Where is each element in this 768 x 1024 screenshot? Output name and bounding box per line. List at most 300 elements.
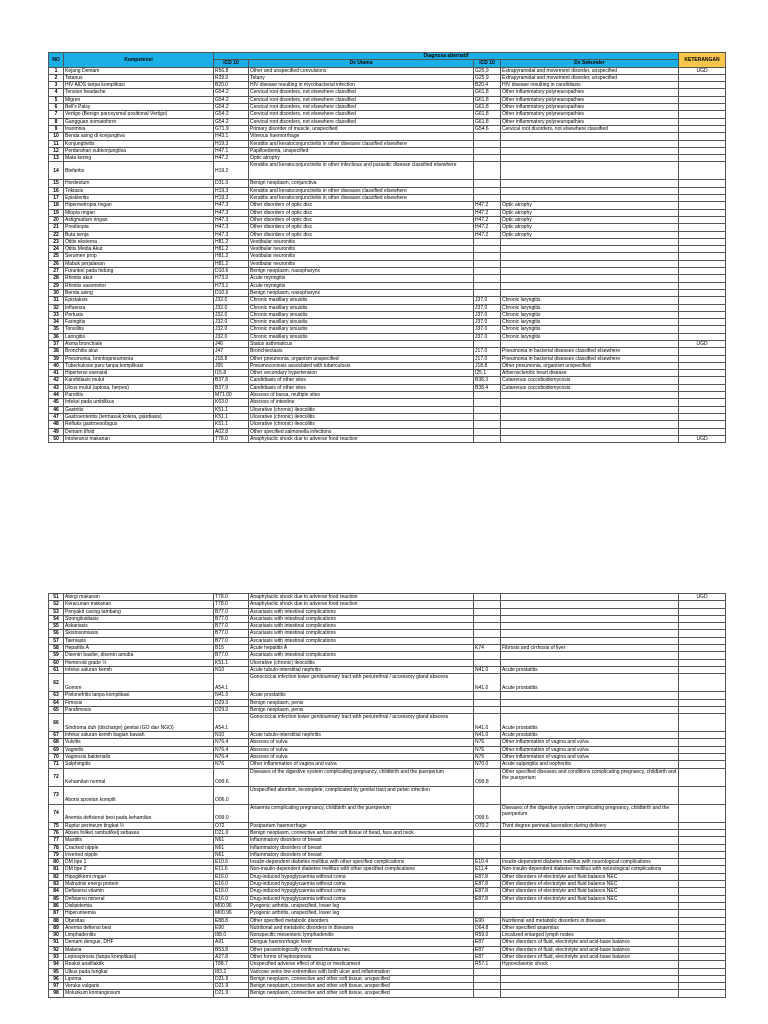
row-icd10-utama: K63.0	[214, 399, 249, 406]
row-keterangan	[679, 155, 726, 162]
row-icd10-utama: G54.2	[214, 89, 249, 96]
row-dx-utama: Dengue haemorrhagic fever	[249, 939, 474, 946]
row-icd10-utama: H47.3	[214, 216, 249, 223]
row-keterangan	[679, 421, 726, 428]
row-kompetensi: Defisiensi mineral	[64, 895, 214, 902]
row-icd10-utama: T78.0	[214, 435, 249, 442]
row-keterangan	[679, 822, 726, 829]
row-dx-sekunder	[501, 253, 679, 260]
row-icd10-sekunder	[474, 837, 501, 844]
table-row	[49, 147, 726, 154]
row-kompetensi: Anemia defisiensi besi pada kehamilan	[64, 804, 214, 822]
table-row	[49, 202, 726, 209]
row-dx-sekunder: Pneumonia in bacterial diseases classified elsewhere	[501, 355, 679, 362]
row-icd10-sekunder: H47.2	[474, 202, 501, 209]
row-dx-sekunder	[501, 851, 679, 858]
row-no: 72	[49, 768, 64, 786]
table-row	[49, 406, 726, 413]
row-kompetensi: Faringitis	[64, 319, 214, 326]
row-keterangan	[679, 975, 726, 982]
row-dx-utama: Insulin-dependent diabetes mellitus with other specified complications	[249, 859, 474, 866]
row-keterangan	[679, 231, 726, 238]
row-kompetensi: Presbiopia	[64, 224, 214, 231]
row-dx-sekunder: Acute salpingitis and oophoritis	[501, 761, 679, 768]
row-icd10-sekunder	[474, 140, 501, 147]
row-dx-sekunder: Other disorders of fluid, electrolyte and acid-base balance	[501, 953, 679, 960]
row-keterangan	[679, 289, 726, 296]
table-row	[49, 111, 726, 118]
row-dx-utama: Chronic maxillary sinusitis	[249, 326, 474, 333]
row-dx-utama: Benign neoplasm, penis	[249, 706, 474, 713]
row-no: 68	[49, 739, 64, 746]
row-dx-sekunder: Other inflammatory polyneuropathies	[501, 118, 679, 125]
row-keterangan	[679, 392, 726, 399]
row-keterangan	[679, 74, 726, 81]
row-dx-sekunder	[501, 268, 679, 275]
row-icd10-utama: B77.0	[214, 637, 249, 644]
row-no: 17	[49, 195, 64, 202]
row-dx-sekunder: Other inflammation of vagina and vulva	[501, 739, 679, 746]
row-dx-sekunder: Acute prostatitis	[501, 732, 679, 739]
row-icd10-utama: I83.2	[214, 968, 249, 975]
header-icd10-sekunder: ICD 10	[474, 60, 501, 67]
row-kompetensi: Hipertensi esensial	[64, 370, 214, 377]
row-dx-utama: Non-insulin-dependent diabetes mellitus with other specified complications	[249, 866, 474, 873]
row-keterangan	[679, 873, 726, 880]
row-icd10-sekunder	[474, 260, 501, 267]
header-keterangan: KETERANGAN	[679, 53, 726, 68]
row-icd10-sekunder	[474, 623, 501, 630]
row-no: 3	[49, 82, 64, 89]
row-dx-utama: Benign neoplasm, connective and other soft tissue of head, face and neck	[249, 829, 474, 836]
row-no: 65	[49, 706, 64, 713]
row-keterangan	[679, 946, 726, 953]
table-row	[49, 608, 726, 615]
row-kompetensi: Vertigo (Benign paroxysmal positional Vertigo)	[64, 111, 214, 118]
row-icd10-sekunder	[474, 692, 501, 699]
table-row	[49, 377, 726, 384]
row-icd10-utama: N76.4	[214, 746, 249, 753]
row-dx-sekunder	[501, 260, 679, 267]
row-dx-utama: Keratitis and keratoconjunctivitis in other diseases classified elsewhere	[249, 195, 474, 202]
row-icd10-utama: J32.0	[214, 326, 249, 333]
row-icd10-sekunder: J17.0	[474, 355, 501, 362]
row-keterangan	[679, 82, 726, 89]
row-dx-sekunder: Other disorders of fluid, electrolyte and acid-base balance	[501, 939, 679, 946]
row-no: 18	[49, 202, 64, 209]
row-keterangan	[679, 187, 726, 194]
row-dx-utama: Postpartum haemorrhage	[249, 822, 474, 829]
row-dx-sekunder	[501, 630, 679, 637]
row-dx-utama: Gonococcal infection lower genitourinary tract with periurethral / accessory gland abscess	[249, 674, 474, 692]
row-kompetensi: Moluskum kontangiosum	[64, 990, 214, 997]
table-row	[49, 362, 726, 369]
header-no: NO	[49, 53, 64, 68]
row-keterangan	[679, 96, 726, 103]
row-dx-utama: Acute myringitis	[249, 282, 474, 289]
row-kompetensi: Aborsi spontan komplit	[64, 786, 214, 804]
row-icd10-sekunder	[474, 238, 501, 245]
row-kompetensi: Benda asing	[64, 289, 214, 296]
table-row	[49, 268, 726, 275]
row-icd10-utama: N10	[214, 732, 249, 739]
row-icd10-utama: H81.2	[214, 253, 249, 260]
row-dx-sekunder: Diseases of the digestive system complicating pregnancy, childbirth and the puerperium	[501, 804, 679, 822]
row-kompetensi: Keracunan makanan	[64, 601, 214, 608]
header-diagnosa-alternatif: Diagnosa alternatif	[214, 53, 679, 60]
table-row	[49, 939, 726, 946]
row-dx-sekunder: Chronic laryngitis	[501, 304, 679, 311]
row-icd10-utama: K51.1	[214, 421, 249, 428]
row-dx-utama: Anaemia complicating pregnancy, childbirth and the puerperium	[249, 804, 474, 822]
row-keterangan	[679, 637, 726, 644]
row-dx-utama: Cervical root disorders, not elsewhere classified	[249, 89, 474, 96]
row-dx-sekunder: Other disorders of electrolyte and fluid balance NEC	[501, 881, 679, 888]
row-dx-sekunder: Acute prostatitis	[501, 674, 679, 692]
table-row	[49, 326, 726, 333]
row-dx-sekunder	[501, 608, 679, 615]
row-dx-utama: Other pneumonia, organism unspecified	[249, 355, 474, 362]
row-no: 12	[49, 147, 64, 154]
row-dx-sekunder	[501, 180, 679, 187]
row-dx-sekunder: Insulin-dependent diabetes mellitus with neurological complications	[501, 859, 679, 866]
row-dx-utama: Status asthmaticus	[249, 340, 474, 347]
row-kompetensi: Trikiasis	[64, 187, 214, 194]
row-dx-sekunder: Chronic laryngitis	[501, 333, 679, 340]
row-icd10-sekunder: E87	[474, 953, 501, 960]
row-keterangan	[679, 608, 726, 615]
table-row	[49, 224, 726, 231]
row-icd10-utama: D29.0	[214, 699, 249, 706]
row-dx-utama: Drug-induced hypoglycaemia without coma	[249, 888, 474, 895]
row-icd10-sekunder: K74	[474, 645, 501, 652]
row-dx-utama: Cervical root disorders, not elsewhere classified	[249, 104, 474, 111]
row-icd10-utama: H73.1	[214, 282, 249, 289]
row-no: 88	[49, 917, 64, 924]
table-row	[49, 637, 726, 644]
table-row	[49, 155, 726, 162]
row-no: 54	[49, 615, 64, 622]
row-no: 95	[49, 968, 64, 975]
table-row	[49, 67, 726, 74]
row-kompetensi: Gastroenteritis (termasuk kolera, giardiasis)	[64, 413, 214, 420]
row-keterangan	[679, 333, 726, 340]
row-keterangan	[679, 246, 726, 253]
row-dx-sekunder	[501, 837, 679, 844]
row-dx-sekunder: Chronic laryngitis	[501, 319, 679, 326]
table-row	[49, 428, 726, 435]
row-dx-utama: Other disorders of optic disc	[249, 202, 474, 209]
table-row	[49, 340, 726, 347]
table-row	[49, 983, 726, 990]
row-icd10-sekunder: E87	[474, 946, 501, 953]
row-kompetensi: Anemia defiensi besi	[64, 924, 214, 931]
row-no: 20	[49, 216, 64, 223]
row-dx-sekunder	[501, 692, 679, 699]
table-row	[49, 652, 726, 659]
row-no: 71	[49, 761, 64, 768]
row-icd10-sekunder	[474, 615, 501, 622]
row-no: 91	[49, 939, 64, 946]
row-icd10-utama: O99.0	[214, 804, 249, 822]
row-icd10-sekunder: E87	[474, 939, 501, 946]
row-dx-sekunder	[501, 421, 679, 428]
row-keterangan	[679, 983, 726, 990]
row-dx-utama: Other inflammation of vagina and vulva	[249, 761, 474, 768]
row-kompetensi: Vaginitis	[64, 746, 214, 753]
row-dx-utama: Other specified metabolic disorders	[249, 917, 474, 924]
row-dx-sekunder	[501, 699, 679, 706]
table-row	[49, 754, 726, 761]
table-body-2	[49, 594, 726, 998]
row-kompetensi: Hipermetropia ringan	[64, 202, 214, 209]
row-dx-utama: Vestibular neuronitis	[249, 253, 474, 260]
row-no: 80	[49, 859, 64, 866]
row-kompetensi: Hordeolum	[64, 180, 214, 187]
row-icd10-utama: E16.0	[214, 888, 249, 895]
row-dx-utama: Chronic maxillary sinusitis	[249, 311, 474, 318]
row-icd10-sekunder: N41.0	[474, 666, 501, 673]
row-kompetensi: HIV AIDS tanpa komplikasi	[64, 82, 214, 89]
row-icd10-utama: H47.3	[214, 202, 249, 209]
row-icd10-sekunder: O99.6	[474, 804, 501, 822]
row-dx-sekunder	[501, 706, 679, 713]
table-row	[49, 421, 726, 428]
row-keterangan	[679, 362, 726, 369]
row-no: 5	[49, 96, 64, 103]
row-dx-sekunder	[501, 983, 679, 990]
row-icd10-sekunder: O70.2	[474, 822, 501, 829]
row-dx-sekunder	[501, 238, 679, 245]
row-kompetensi: Serumen prop	[64, 253, 214, 260]
row-kompetensi: Pneumonia, bronkopneumonia	[64, 355, 214, 362]
row-dx-utama: Other forms of leptospirosis	[249, 953, 474, 960]
row-dx-sekunder: Other disorders of fluid, electrolyte and acid-base balance	[501, 946, 679, 953]
row-dx-sekunder: Optic atrophy	[501, 202, 679, 209]
row-no: 51	[49, 594, 64, 601]
row-kompetensi: Veruka vulgaris	[64, 983, 214, 990]
row-no: 6	[49, 104, 64, 111]
table-row	[49, 140, 726, 147]
row-dx-utama: Benign neoplasm, connective and other soft tissue, unspecified	[249, 983, 474, 990]
row-kompetensi: Askariasis	[64, 623, 214, 630]
table-row	[49, 659, 726, 666]
row-dx-utama: Varicose veins low extremities with both ulcer and inflammation	[249, 968, 474, 975]
table-row	[49, 623, 726, 630]
row-no: 69	[49, 746, 64, 753]
row-dx-utama: Anaphylactic shock due to adverse food reaction	[249, 601, 474, 608]
table-row	[49, 231, 726, 238]
row-kompetensi: Benda asing di konjungtiva	[64, 133, 214, 140]
table-row	[49, 162, 726, 180]
table-row	[49, 209, 726, 216]
row-icd10-utama: J46	[214, 340, 249, 347]
row-dx-sekunder: Localized enlarged lymph nodes	[501, 932, 679, 939]
row-icd10-utama: R29.0	[214, 74, 249, 81]
table-row	[49, 768, 726, 786]
row-no: 7	[49, 111, 64, 118]
row-dx-sekunder: Optic atrophy	[501, 224, 679, 231]
row-keterangan	[679, 238, 726, 245]
row-dx-sekunder	[501, 786, 679, 804]
row-no: 16	[49, 187, 64, 194]
row-icd10-sekunder: H47.2	[474, 216, 501, 223]
row-kompetensi: Malnutrisi energi protein	[64, 881, 214, 888]
row-kompetensi: Ulcus mulut (aptosa, herpes)	[64, 384, 214, 391]
row-dx-utama: Drug-induced hypoglycaemia without coma	[249, 881, 474, 888]
row-keterangan: UGD	[679, 435, 726, 442]
row-kompetensi: Parotitis	[64, 392, 214, 399]
table-row	[49, 435, 726, 442]
row-dx-utama: Cervical root disorders, not elsewhere classified	[249, 111, 474, 118]
row-icd10-sekunder: E87.8	[474, 881, 501, 888]
row-icd10-utama: D21.9	[214, 983, 249, 990]
row-dx-utama: Other disorders of optic disc	[249, 209, 474, 216]
row-no: 93	[49, 953, 64, 960]
row-dx-utama: Acute hepatitis A	[249, 645, 474, 652]
row-dx-utama: Pyogenic arthritis, unspecified, lower leg	[249, 902, 474, 909]
table-row	[49, 238, 726, 245]
row-kompetensi: Lipoma	[64, 975, 214, 982]
row-dx-sekunder: Other inflammatory polyneuropathies	[501, 96, 679, 103]
row-no: 67	[49, 732, 64, 739]
row-dx-utama: Bronchiectasis	[249, 348, 474, 355]
table-row	[49, 859, 726, 866]
row-kompetensi: Asma bronchiale	[64, 340, 214, 347]
row-icd10-sekunder: E87.8	[474, 873, 501, 880]
row-icd10-sekunder	[474, 829, 501, 836]
row-icd10-sekunder: G54.6	[474, 125, 501, 132]
table-row	[49, 246, 726, 253]
row-keterangan	[679, 89, 726, 96]
table-row	[49, 932, 726, 939]
row-icd10-sekunder: I25.1	[474, 370, 501, 377]
row-icd10-sekunder: E11.4	[474, 866, 501, 873]
table-row	[49, 888, 726, 895]
row-dx-utama: Unspecified abortion, incomplete, complicated by genital tract and pelvic infection	[249, 786, 474, 804]
row-icd10-sekunder	[474, 630, 501, 637]
table-row	[49, 714, 726, 732]
row-no: 43	[49, 384, 64, 391]
row-kompetensi: Bell's Palsy	[64, 104, 214, 111]
row-icd10-sekunder: B38.4	[474, 384, 501, 391]
row-no: 62	[49, 674, 64, 692]
row-kompetensi: Inverted nipple	[64, 851, 214, 858]
row-dx-sekunder: Pneumonia in bacterial diseases classified elsewhere	[501, 348, 679, 355]
row-dx-utama: Keratitis and keratoconjunctivitis in other diseases classified elsewhere	[249, 140, 474, 147]
row-dx-utama: Ascariasis with intestinal complications	[249, 615, 474, 622]
row-no: 83	[49, 881, 64, 888]
row-dx-sekunder: Other specified anaemias	[501, 924, 679, 931]
row-kompetensi: Tonsilitis	[64, 326, 214, 333]
row-dx-sekunder: Fibrosis and cirrhosis of liver	[501, 645, 679, 652]
row-no: 63	[49, 692, 64, 699]
row-dx-sekunder	[501, 399, 679, 406]
row-no: 90	[49, 932, 64, 939]
table-row	[49, 975, 726, 982]
row-no: 78	[49, 844, 64, 851]
row-dx-utama: Nonspecific mesenteric lymphadenitis	[249, 932, 474, 939]
table-row	[49, 333, 726, 340]
row-icd10-sekunder: N41.0	[474, 674, 501, 692]
row-icd10-utama: H47.3	[214, 209, 249, 216]
row-icd10-sekunder: E87.8	[474, 895, 501, 902]
row-kompetensi: Infeksi pada umbilikus	[64, 399, 214, 406]
table-row	[49, 594, 726, 601]
row-keterangan: UGD	[679, 340, 726, 347]
row-icd10-sekunder	[474, 968, 501, 975]
table-row	[49, 968, 726, 975]
row-dx-sekunder	[501, 990, 679, 997]
row-dx-utama: Unspecified adverse effect of drug or medicament	[249, 961, 474, 968]
row-dx-utama: Ascariasis with intestinal complications	[249, 608, 474, 615]
row-dx-utama: Primary disorder of muscle, unspecified	[249, 125, 474, 132]
row-keterangan	[679, 104, 726, 111]
row-icd10-sekunder	[474, 652, 501, 659]
table-row	[49, 413, 726, 420]
row-icd10-sekunder: N41.0	[474, 714, 501, 732]
row-no: 89	[49, 924, 64, 931]
row-dx-sekunder	[501, 187, 679, 194]
row-icd10-sekunder	[474, 195, 501, 202]
table-row	[49, 89, 726, 96]
row-icd10-sekunder: N70.0	[474, 761, 501, 768]
table-row	[49, 961, 726, 968]
row-icd10-utama: E90	[214, 924, 249, 931]
row-no: 35	[49, 326, 64, 333]
row-keterangan	[679, 275, 726, 282]
row-keterangan	[679, 111, 726, 118]
row-icd10-utama: B37.8	[214, 377, 249, 384]
row-icd10-sekunder	[474, 435, 501, 442]
row-dx-sekunder	[501, 392, 679, 399]
row-dx-sekunder	[501, 652, 679, 659]
row-dx-utama: Other disorders of optic disc	[249, 224, 474, 231]
table-row	[49, 699, 726, 706]
row-keterangan	[679, 659, 726, 666]
row-kompetensi: Kejang Demam	[64, 67, 214, 74]
row-no: 75	[49, 822, 64, 829]
row-kompetensi: Ulkus pada tungkai	[64, 968, 214, 975]
table-row	[49, 282, 726, 289]
row-dx-sekunder	[501, 902, 679, 909]
row-dx-utama: Abscess of vulva	[249, 754, 474, 761]
row-dx-sekunder	[501, 282, 679, 289]
header-dx-utama: Dx Utama	[249, 60, 474, 67]
row-icd10-utama: O06.0	[214, 786, 249, 804]
row-keterangan	[679, 118, 726, 125]
header-kompetensi: Kompetensi	[64, 53, 214, 68]
row-icd10-sekunder: G61.8	[474, 104, 501, 111]
row-dx-sekunder: Extrapyramidal and movement disorder, unspecified	[501, 67, 679, 74]
row-keterangan	[679, 623, 726, 630]
row-icd10-sekunder: R57.1	[474, 961, 501, 968]
table-row	[49, 746, 726, 753]
row-kompetensi: Parafimosis	[64, 706, 214, 713]
row-keterangan	[679, 924, 726, 931]
row-no: 27	[49, 268, 64, 275]
row-icd10-utama: N76.4	[214, 754, 249, 761]
row-no: 58	[49, 645, 64, 652]
row-keterangan	[679, 406, 726, 413]
row-dx-utama: Inflammatory disorders of breast	[249, 851, 474, 858]
row-dx-sekunder: Other disorders of electrolyte and fluid balance NEC	[501, 895, 679, 902]
row-icd10-sekunder	[474, 601, 501, 608]
row-keterangan	[679, 311, 726, 318]
row-keterangan	[679, 786, 726, 804]
table-row	[49, 844, 726, 851]
row-no: 92	[49, 946, 64, 953]
